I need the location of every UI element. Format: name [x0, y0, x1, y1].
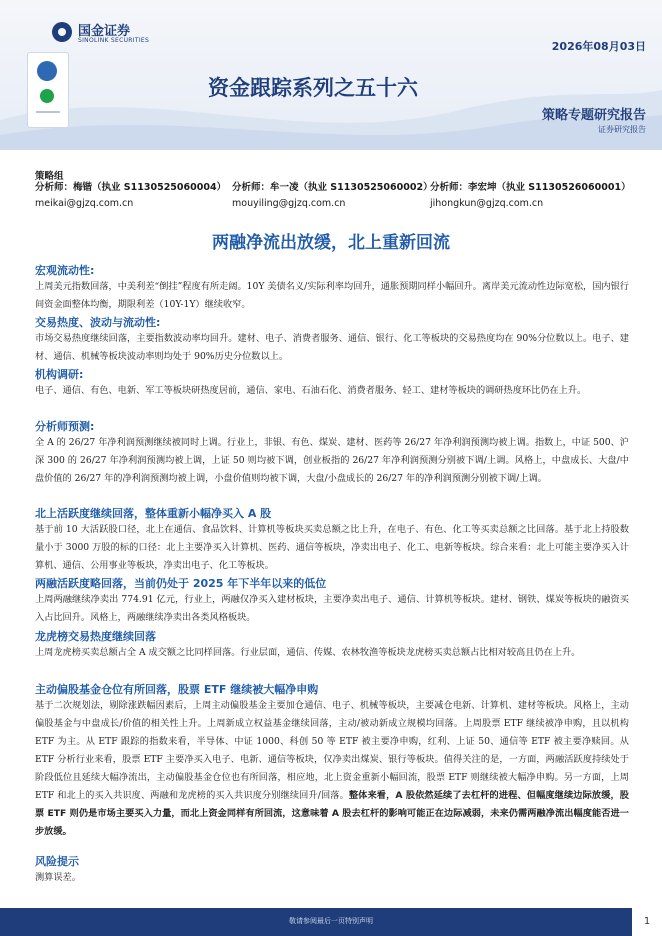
section-heading: 龙虎榜交易热度继续回落	[35, 630, 156, 643]
wechat-icon	[40, 89, 54, 103]
section-body: 电子、通信、有色、电新、军工等板块研热度居前，通信、家电、石油石化、消费者服务、轻工、建材等板块的调研热度环比仍在上升。	[35, 385, 587, 396]
section-heading: 宏观流动性:	[35, 264, 95, 277]
badge-divider	[36, 111, 60, 113]
section-body: 上周两融继续净卖出 774.91 亿元，行业上，两融仅净买入建材板块，主要净卖出电子、通信、计算机等板块。建材、钢铁、煤炭等板块的融资买入占比回升。风格上，两融继续净卖出各类风格板块。	[35, 594, 629, 623]
logo-icon	[52, 22, 72, 42]
disclaimer-link[interactable]: 敬请参阅最后一页特别声明	[289, 917, 373, 925]
section-heading: 两融活跃度略回落，当前仍处于 2025 年下半年以来的低位	[35, 577, 327, 590]
section-body-text: 基于二次规划法，剔除涨跌幅因素后，上周主动偏股基金主要加仓通信、电子、机械等板块，主要减仓电新、计算机、建材等板块。风格上，主动偏股基金与中盘成长/价值的相关性上升。上周新成立权益基金继续回落，主动/被动新成立规模均回落。上周股票 ETF 继续被净申购，且以机构 ETF 为主。从 ETF 跟踪的指数来看，半导体、中证 1000、科创 50 等 ETF 被主要净申购，红利、上证 50、通信等 ETF 被主要净赎回。从 ETF 分析行业来看，股票 ETF 主要净买入电子、电新、通信等板块，仅净卖出煤炭、银行等板块。值得关注的是，一方面，两融活跃度持续处于阶段低位且延续大幅净流出，主动偏股基金仓位也有所回落，相应地，北上资金重新小幅回流，股票 ETF 则继续被大幅净申购。另一方面，上周 ETF 和北上的买入共识度、两融和龙虎榜的买入共识度分别继续回升/回落。	[35, 700, 629, 801]
section-heading: 风险提示	[35, 855, 79, 868]
analyst-email[interactable]: meikai@gjzq.com.cn	[35, 198, 134, 209]
team-label: 策略组	[35, 171, 64, 182]
section-body: 市场交易热度继续回落，主要指数波动率均回升。建材、电子、消费者服务、通信、银行、化工等板块的交易热度均在 90%分位数以上。电子、建材、通信、机械等板块波动率则均处于 90%历史分位数以上。	[35, 333, 629, 362]
section-heading: 主动偏股基金仓位有所回落，股票 ETF 继续被大幅净申购	[35, 683, 319, 696]
badge-logo-icon	[37, 61, 57, 81]
section-heading: 北上活跃度继续回落，整体重新小幅净买入 A 股	[35, 507, 272, 520]
analyst-name: 分析师：梅锴（执业 S1130525060004）	[35, 182, 227, 193]
analyst-block	[430, 180, 631, 212]
section-body: 基于前 10 大活跃股口径，北上在通信、食品饮料、计算机等板块买卖总额之比上升，在电子、有色、化工等买卖总额之比回落。基于北上持股数量小于 3000 万股的标的口径：北上主要净买入计算机、医药、通信等板块，净卖出电子、化工、电新等板块。综合来看：北上可能主要净买入计算机、通信、公用事业等板块，净卖出电子、化工等板块。	[35, 524, 629, 571]
section-body: 全 A 的 26/27 年净利润预测继续被同时上调。行业上，非银、有色、煤炭、建材、医药等 26/27 年净利润预测均被上调。指数上，中证 500、沪深 300 的 26/27 年净利润预测均被上调，上证 50 则均被下调，创业板指的 26/27 年净利润预测分别被下调/上调。风格上，中盘成长、大盘/中盘价值的 26/27 年的净利润预测均被上调，小盘价值则均被下调，大盘/小盘成长的 26/27 年的净利润预测分别被下调/上调。	[35, 437, 629, 484]
section-body: 上周美元指数回落，中美利差“倒挂”程度有所走阔。10Y 美债名义/实际利率均回升，通胀预期同样小幅回升。离岸美元流动性边际宽松，国内银行间资金面整体均衡，期限利差（10Y-1Y）继续收窄。	[35, 281, 629, 310]
report-type: 策略专题研究报告	[541, 108, 646, 123]
analyst-block	[35, 180, 226, 212]
footer-bar	[0, 908, 662, 936]
section-heading: 机构调研:	[35, 368, 84, 381]
section-emphasis: 整体来看，A 股依然延续了去杠杆的进程、但幅度继续边际放缓，股票 ETF 则仍是市场主要买入力量，而北上资金同样有所回流，这意味着 A 股去杠杆的影响可能正在边际减弱，未来仍需两融净流出幅度能否进一步放缓。	[35, 790, 629, 837]
section-body: 测算误差。	[35, 872, 81, 883]
section-body	[35, 697, 629, 841]
section-heading: 交易热度、波动与流动性:	[35, 316, 161, 329]
page-number: 1	[632, 908, 662, 936]
series-title: 资金跟踪系列之五十六	[208, 76, 418, 100]
section-heading: 分析师预测:	[35, 420, 95, 433]
report-date: 2026年08月03日	[551, 40, 646, 53]
article-title: 两融净流出放缓，北上重新回流	[212, 233, 450, 253]
logo-subtext: SINOLINK SECURITIES	[78, 37, 150, 44]
analyst-name: 分析师：李宏坤（执业 S1130526060001）	[430, 182, 631, 193]
analyst-name: 分析师：牟一凌（执业 S1130525060002）	[232, 182, 433, 193]
analyst-email[interactable]: jihongkun@gjzq.com.cn	[430, 198, 544, 209]
logo-text: 国金证券	[78, 24, 131, 39]
section-body: 上周龙虎榜买卖总额占全 A 成交额之比同样回落。行业层面，通信、传媒、农林牧渔等板块龙虎榜买卖总额占比相对较高且仍在上升。	[35, 647, 581, 658]
analyst-block	[232, 180, 433, 212]
analyst-email[interactable]: mouyiling@gjzq.com.cn	[232, 198, 346, 209]
qr-badge[interactable]	[27, 52, 69, 128]
report-subtype: 证券研究报告	[598, 125, 646, 134]
